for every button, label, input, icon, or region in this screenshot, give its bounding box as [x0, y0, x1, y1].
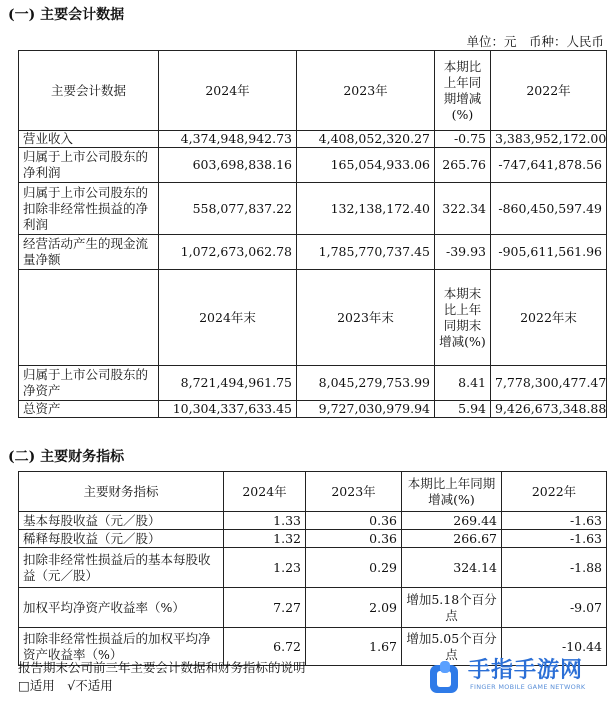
value-cell: 132,138,172.40 [297, 183, 435, 235]
table-row [19, 548, 607, 588]
row-label: 扣除非经常性损益后的基本每股收益（元／股） [19, 548, 224, 588]
value-cell: 558,077,837.22 [159, 183, 297, 235]
table-header-row [19, 472, 607, 512]
header-cell: 2022年 [491, 51, 607, 131]
value-cell: 165,054,933.06 [297, 148, 435, 183]
value-cell: 7,778,300,477.47 [491, 366, 607, 401]
value-cell: 增加5.18个百分点 [402, 588, 502, 628]
table-row [19, 148, 607, 183]
row-label: 营业收入 [19, 131, 159, 148]
table-row [19, 588, 607, 628]
value-cell: -9.07 [502, 588, 607, 628]
table-header-row [19, 51, 607, 131]
accounting-data-table [18, 50, 607, 418]
value-cell: 增加5.05个百分点 [402, 628, 502, 666]
header-cell: 2024年 [224, 472, 306, 512]
header-cell: 本期末比上年同期末增减(%) [435, 270, 491, 366]
value-cell: 1.33 [224, 512, 306, 530]
value-cell: 8,045,279,753.99 [297, 366, 435, 401]
value-cell: 1.32 [224, 530, 306, 548]
value-cell: 269.44 [402, 512, 502, 530]
header-cell: 主要会计数据 [19, 51, 159, 131]
value-cell: -747,641,878.56 [491, 148, 607, 183]
value-cell: 265.76 [435, 148, 491, 183]
value-cell: 1.23 [224, 548, 306, 588]
row-label: 稀释每股收益（元／股） [19, 530, 224, 548]
applicability-checkboxes: □适用 √不适用 [18, 678, 113, 693]
row-label: 基本每股收益（元／股） [19, 512, 224, 530]
value-cell: 4,374,948,942.73 [159, 131, 297, 148]
value-cell: 603,698,838.16 [159, 148, 297, 183]
table-row [19, 530, 607, 548]
value-cell: 324.14 [402, 548, 502, 588]
value-cell: 8,721,494,961.75 [159, 366, 297, 401]
row-label: 归属于上市公司股东的净资产 [19, 366, 159, 401]
value-cell: 9,426,673,348.88 [491, 401, 607, 418]
value-cell: -1.88 [502, 548, 607, 588]
value-cell: 1,785,770,737.45 [297, 235, 435, 270]
section2-title: (二) 主要财务指标 [8, 449, 125, 465]
value-cell: 0.36 [306, 530, 402, 548]
header-cell: 2023年 [297, 51, 435, 131]
value-cell: 10,304,337,633.45 [159, 401, 297, 418]
value-cell: -1.63 [502, 530, 607, 548]
value-cell: 0.36 [306, 512, 402, 530]
table-row [19, 131, 607, 148]
watermark [424, 653, 614, 701]
value-cell: -1.63 [502, 512, 607, 530]
financial-indicators-table [18, 471, 607, 666]
header-cell: 2024年末 [159, 270, 297, 366]
table-row [19, 401, 607, 418]
header-cell: 2024年 [159, 51, 297, 131]
watermark-subtitle: FINGER MOBILE GAME NETWORK [470, 683, 586, 691]
table-row [19, 235, 607, 270]
row-label: 经营活动产生的现金流量净额 [19, 235, 159, 270]
row-label: 归属于上市公司股东的净利润 [19, 148, 159, 183]
value-cell: 2.09 [306, 588, 402, 628]
value-cell: -39.93 [435, 235, 491, 270]
table-subheader-row [19, 270, 607, 366]
header-cell: 本期比上年同期增减(%) [402, 472, 502, 512]
value-cell: 3,383,952,172.00 [491, 131, 607, 148]
watermark-title: 手指手游网 [468, 658, 584, 683]
header-cell: 2023年 [306, 472, 402, 512]
row-label: 归属于上市公司股东的扣除非经常性损益的净利润 [19, 183, 159, 235]
value-cell: -10.44 [502, 628, 607, 666]
row-label: 总资产 [19, 401, 159, 418]
table-row [19, 183, 607, 235]
value-cell: 5.94 [435, 401, 491, 418]
value-cell: 1.67 [306, 628, 402, 666]
header-cell: 2023年末 [297, 270, 435, 366]
value-cell: -860,450,597.49 [491, 183, 607, 235]
note-line: 报告期末公司前三年主要会计数据和财务指标的说明 [18, 660, 306, 675]
header-cell [19, 270, 159, 366]
header-cell: 2022年末 [491, 270, 607, 366]
header-cell: 本期比上年同期增减(%) [435, 51, 491, 131]
value-cell: 6.72 [224, 628, 306, 666]
value-cell: -0.75 [435, 131, 491, 148]
value-cell: 1,072,673,062.78 [159, 235, 297, 270]
value-cell: 322.34 [435, 183, 491, 235]
explanation-note [18, 659, 306, 695]
value-cell: 0.29 [306, 548, 402, 588]
table-row [19, 366, 607, 401]
watermark-logo-icon [428, 659, 462, 695]
row-label: 扣除非经常性损益后的加权平均净资产收益率（%） [19, 628, 224, 666]
value-cell: 4,408,052,320.27 [297, 131, 435, 148]
unit-currency-line: 单位：元 币种：人民币 [466, 34, 604, 49]
value-cell: 7.27 [224, 588, 306, 628]
row-label: 加权平均净资产收益率（%） [19, 588, 224, 628]
header-cell: 2022年 [502, 472, 607, 512]
section1-title: (一) 主要会计数据 [8, 7, 125, 23]
value-cell: 8.41 [435, 366, 491, 401]
value-cell: 266.67 [402, 530, 502, 548]
table-row [19, 512, 607, 530]
value-cell: -905,611,561.96 [491, 235, 607, 270]
header-cell: 主要财务指标 [19, 472, 224, 512]
value-cell: 9,727,030,979.94 [297, 401, 435, 418]
